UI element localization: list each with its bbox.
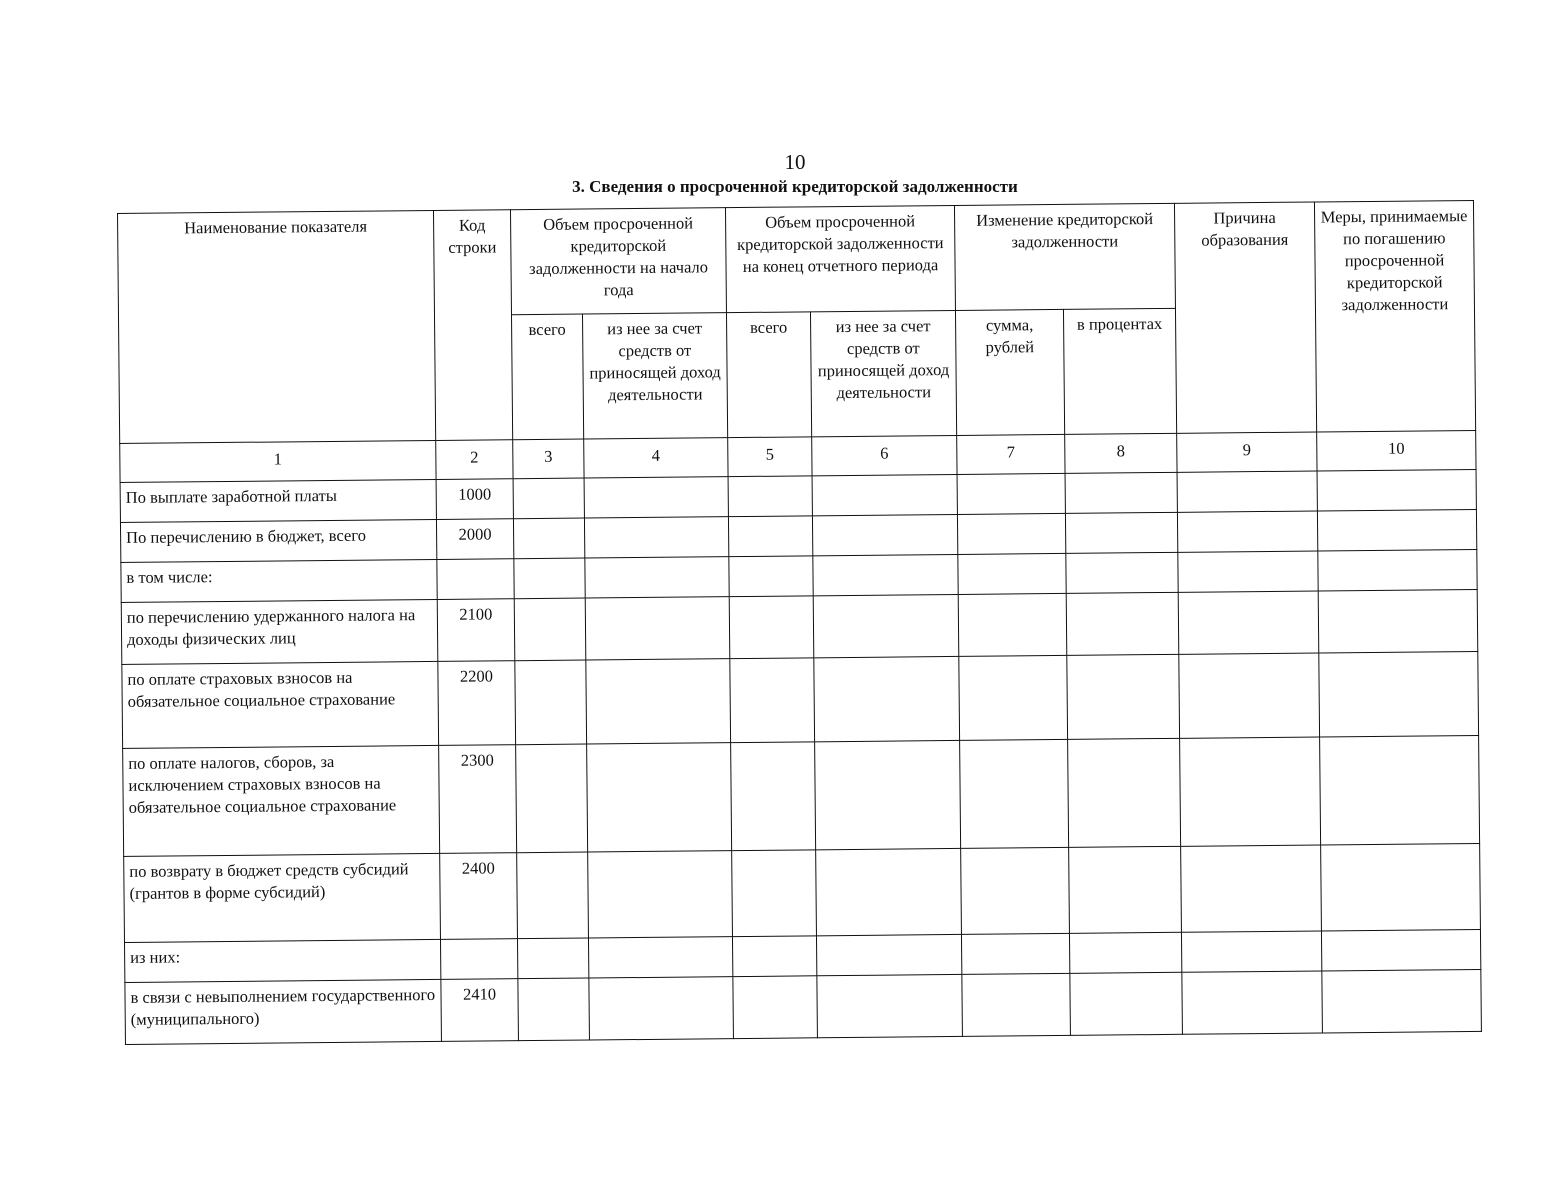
cell-reason: [1179, 653, 1320, 738]
cell-reason: [1182, 971, 1323, 1034]
column-number: 9: [1177, 432, 1317, 472]
cell-change-sum: [961, 847, 1070, 934]
column-number: 4: [584, 438, 728, 478]
header-end-income-activity: из нее за счет средств от приносящей доход деятельности: [810, 310, 956, 436]
cell-measures: [1317, 509, 1476, 551]
row-name: из них:: [125, 939, 441, 982]
row-code: [440, 939, 517, 980]
cell-begin-income: [588, 851, 733, 938]
row-name: По выплате заработной платы: [120, 479, 436, 522]
cell-change-sum: [958, 553, 1066, 594]
row-name: в связи с невыполнением государственного (муниципального): [125, 979, 442, 1044]
header-begin-of-year: Объем просроченной кредиторской задолженности на начало года: [510, 208, 726, 315]
cell-change-percent: [1066, 592, 1179, 655]
table-row: [122, 651, 1479, 748]
cell-reason: [1181, 845, 1322, 932]
row-code: 1000: [436, 479, 513, 520]
cell-begin-total: [514, 598, 586, 661]
cell-measures: [1320, 735, 1480, 845]
column-number: 2: [436, 440, 513, 480]
row-code: 2100: [437, 599, 515, 662]
header-row-code: Код строки: [433, 210, 512, 441]
cell-change-percent: [1068, 738, 1181, 847]
cell-begin-income: [588, 937, 732, 978]
header-end-total: всего: [726, 312, 811, 438]
cell-begin-total: [513, 478, 584, 519]
cell-end-income: [813, 594, 959, 657]
cell-reason: [1178, 551, 1318, 592]
header-indicator-name: Наименование показателя: [118, 210, 436, 443]
cell-begin-total: [516, 744, 588, 853]
row-code: 2000: [436, 519, 513, 560]
cell-reason: [1181, 931, 1321, 972]
cell-begin-total: [517, 852, 589, 939]
cell-begin-income: [584, 517, 728, 558]
header-end-of-period: Объем просроченной кредиторской задолженности на конец отчетного периода: [725, 205, 955, 312]
row-name: По перечислению в бюджет, всего: [120, 519, 436, 562]
page-number: 10: [784, 150, 806, 174]
cell-end-total: [729, 596, 814, 659]
cell-measures: [1322, 969, 1482, 1033]
table-row: [124, 843, 1481, 942]
cell-begin-income: [585, 597, 730, 660]
cell-end-income: [813, 554, 958, 595]
cell-change-sum: [962, 973, 1071, 1036]
cell-end-income: [815, 740, 961, 849]
overdue-payables-table: [117, 200, 1482, 1045]
header-begin-income-activity: из нее за счет средств от приносящей доход деятельности: [582, 313, 727, 439]
cell-change-sum: [959, 655, 1068, 740]
row-name: по возврату в бюджет средств субсидий (грантов в форме субсидий): [124, 853, 441, 942]
cell-begin-income: [587, 743, 732, 852]
table-row: [125, 969, 1482, 1044]
cell-end-income: [814, 656, 960, 741]
row-name: по оплате налогов, сборов, за исключением страховых взносов на обязательное социальное страхование: [123, 745, 440, 856]
row-name: в том числе:: [121, 559, 437, 602]
cell-change-sum: [957, 473, 1065, 514]
column-number: 10: [1317, 430, 1476, 471]
cell-end-total: [728, 476, 812, 517]
column-number: 5: [728, 437, 812, 477]
cell-end-income: [816, 848, 962, 935]
cell-end-total: [731, 742, 816, 851]
cell-end-total: [728, 516, 812, 557]
row-code: 2200: [438, 661, 516, 746]
cell-end-income: [816, 934, 961, 975]
column-number: 6: [812, 435, 957, 475]
cell-change-percent: [1065, 512, 1177, 553]
cell-reason: [1178, 591, 1319, 654]
column-number: 3: [513, 439, 584, 479]
cell-begin-income: [584, 477, 728, 518]
cell-reason: [1180, 737, 1321, 846]
cell-change-percent: [1070, 972, 1183, 1035]
cell-change-percent: [1067, 654, 1180, 739]
cell-end-total: [733, 976, 818, 1039]
cell-begin-total: [515, 660, 587, 745]
cell-change-sum: [961, 933, 1069, 974]
cell-reason: [1177, 471, 1317, 512]
header-measures: Меры, принимаемые по погашению просроченной кредиторской задолженности: [1314, 200, 1475, 432]
row-name: по оплате страховых взносов на обязательное социальное страхование: [122, 661, 439, 748]
cell-begin-income: [589, 977, 734, 1040]
header-change-percent: в процентах: [1063, 308, 1176, 434]
row-name: по перечислению удержанного налога на доходы физических лиц: [121, 599, 438, 664]
row-code: 2300: [439, 745, 517, 854]
table-row: [123, 735, 1480, 856]
cell-begin-income: [586, 659, 731, 744]
cell-measures: [1321, 843, 1481, 931]
cell-measures: [1318, 549, 1477, 591]
row-code: 2410: [441, 979, 519, 1042]
cell-measures: [1317, 469, 1476, 511]
cell-change-sum: [957, 513, 1065, 554]
cell-reason: [1177, 511, 1317, 552]
cell-end-total: [732, 936, 816, 977]
column-number: 7: [957, 434, 1065, 474]
header-change: Изменение кредиторской задолженности: [954, 203, 1175, 310]
cell-end-income: [812, 474, 957, 515]
cell-change-percent: [1066, 552, 1178, 593]
cell-begin-total: [517, 938, 588, 979]
cell-change-percent: [1065, 472, 1177, 513]
column-number: 1: [120, 440, 436, 482]
cell-end-total: [729, 556, 813, 597]
row-code: 2400: [440, 853, 518, 940]
column-number: 8: [1065, 433, 1177, 473]
cell-begin-total: [513, 518, 584, 559]
cell-measures: [1321, 929, 1480, 971]
cell-begin-total: [518, 978, 590, 1041]
header-change-sum: сумма, рублей: [955, 309, 1064, 435]
cell-end-income: [817, 974, 963, 1037]
section-title: 3. Сведения о просроченной кредиторской задолженности: [572, 177, 1018, 196]
cell-change-percent: [1069, 846, 1182, 933]
cell-change-sum: [960, 739, 1069, 848]
cell-end-income: [812, 514, 957, 555]
cell-end-total: [732, 850, 817, 937]
cell-begin-total: [514, 558, 585, 599]
cell-measures: [1318, 589, 1478, 653]
cell-end-total: [730, 658, 815, 743]
cell-change-percent: [1069, 932, 1181, 973]
cell-change-sum: [958, 593, 1067, 656]
row-code: [437, 559, 514, 600]
header-reason: Причина образования: [1174, 202, 1316, 433]
cell-begin-income: [585, 557, 729, 598]
cell-measures: [1319, 651, 1479, 737]
header-begin-total: всего: [511, 314, 583, 440]
